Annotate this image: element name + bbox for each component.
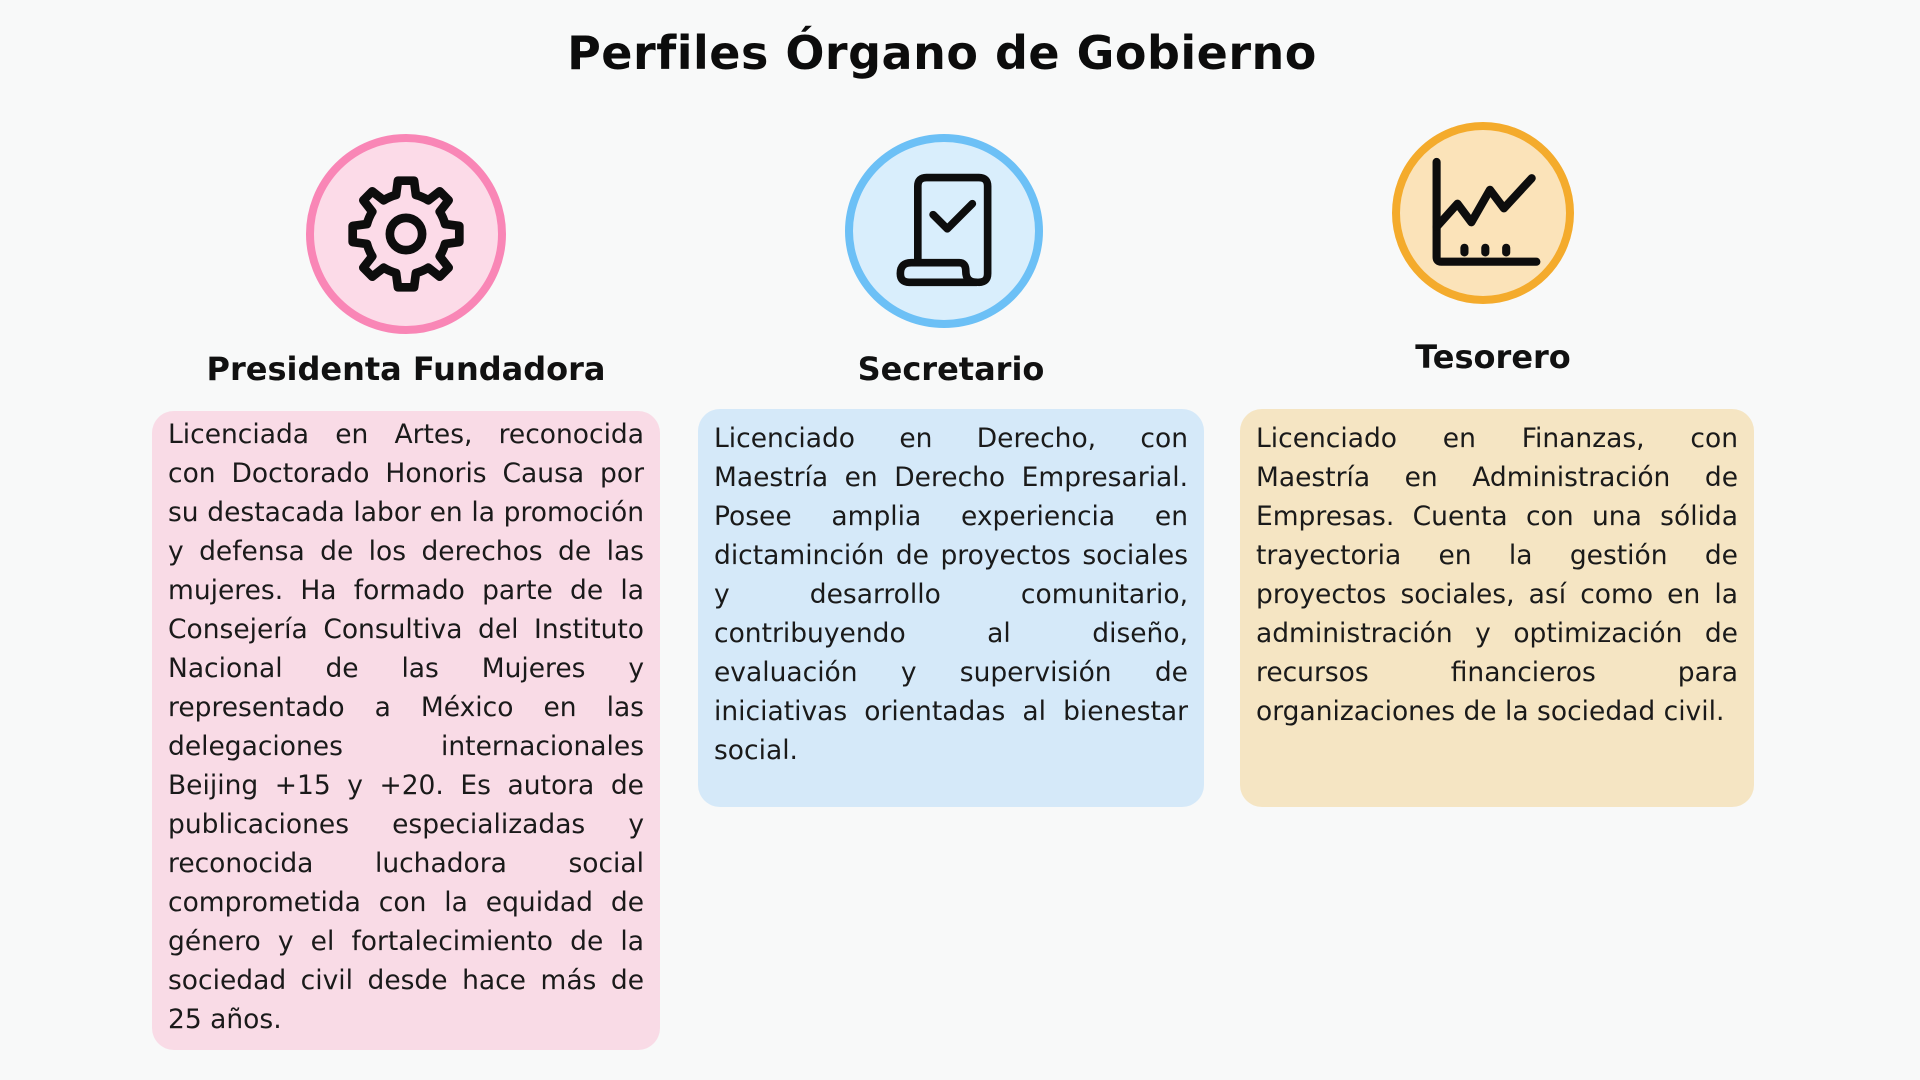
profile-description-secretario: Licenciado en Derecho, con Maestría en Derecho Empresarial. Posee amplia experiencia en dictaminción de proyectos sociales y desarrollo comunitario, contribuyendo al diseño, evaluación y supervisión de iniciativas orientadas al bienestar social. xyxy=(714,423,1188,766)
profile-card-presidenta xyxy=(152,411,660,1050)
role-title-presidenta: Presidenta Fundadora xyxy=(206,350,606,388)
icon-badge-tesorero xyxy=(1392,122,1574,304)
role-title-tesorero: Tesorero xyxy=(1415,338,1571,376)
role-title-secretario: Secretario xyxy=(857,350,1045,388)
icon-badge-presidenta xyxy=(306,134,506,334)
profile-card-secretario xyxy=(698,409,1204,807)
line-chart-icon xyxy=(1425,155,1541,271)
profile-card-tesorero xyxy=(1240,409,1754,807)
gear-icon xyxy=(344,172,468,296)
profile-description-tesorero: Licenciado en Finanzas, con Maestría en Administración de Empresas. Cuenta con una sólida trayectoria en la gestión de proyectos sociales, así como en la administración y optimización de recursos financieros para organizaciones de la sociedad civil. xyxy=(1256,423,1738,727)
icon-badge-secretario xyxy=(845,134,1043,328)
page-title: Perfiles Órgano de Gobierno xyxy=(567,26,1317,80)
document-check-icon xyxy=(889,171,999,291)
profile-description-presidenta: Licenciada en Artes, reconocida con Doctorado Honoris Causa por su destacada labor en la promoción y defensa de los derechos de las mujeres. Ha formado parte de la Consejería Consultiva del Instituto Nacional de las Mujeres y representado a México en las delegaciones internacionales Beijing +15 y +20. Es autora de publicaciones especializadas y reconocida luchadora social comprometida con la equidad de género y el fortalecimiento de la sociedad civil desde hace más de 25 años. xyxy=(168,419,644,1035)
